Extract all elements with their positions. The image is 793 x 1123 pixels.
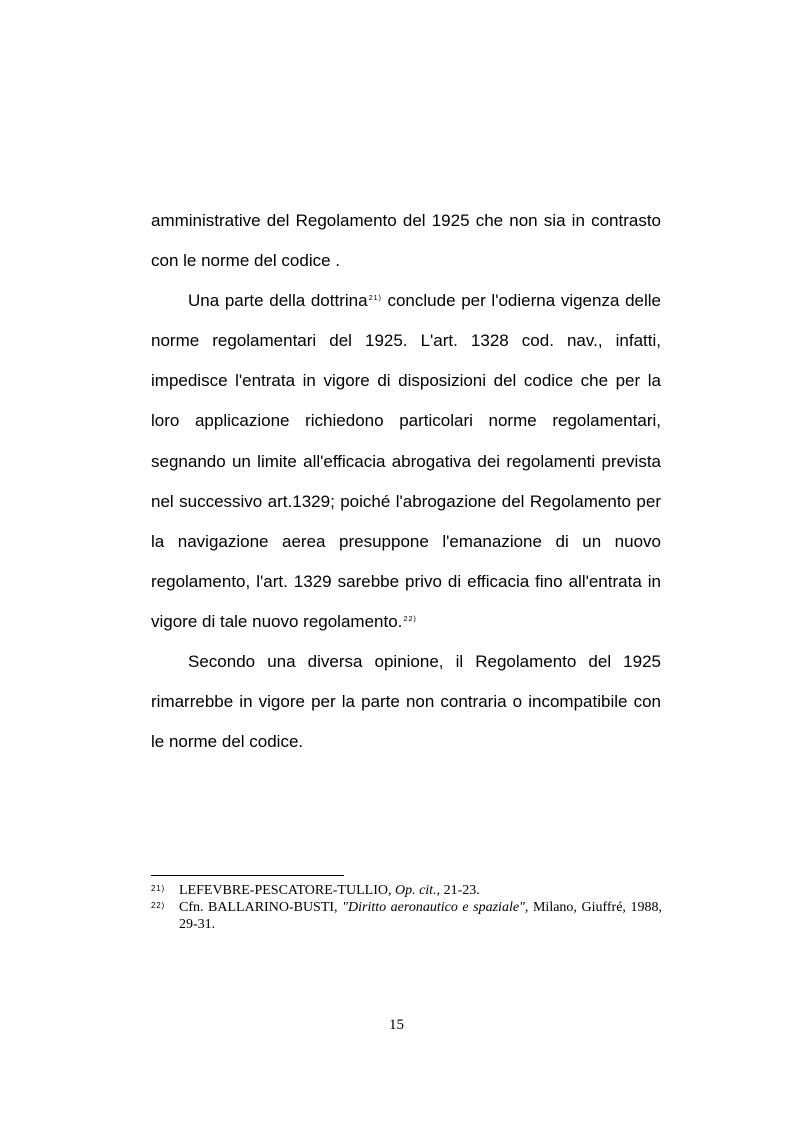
page-number: 15 (389, 1017, 404, 1033)
footnote-ref-22[interactable]: 22) (403, 613, 417, 623)
footnote-21 (151, 882, 662, 899)
footnotes (151, 882, 662, 933)
footnote-22 (151, 899, 662, 933)
body-text (151, 201, 661, 762)
paragraph-1-text: amministrative del Regolamento del 1925 che non sia in contrasto con le norme del codice . (151, 211, 661, 271)
footnote-work-title: "Diritto aeronautico e spaziale" (342, 900, 525, 915)
footnote-pages: , 21-23. (436, 883, 480, 898)
footnote-text (179, 882, 662, 899)
paragraph-3-text: Secondo una diversa opinione, il Regolamento del 1925 rimarrebbe in vigore per la parte non contraria o incompatibile con le norme del codice. (151, 652, 661, 752)
footnote-author: LEFEVBRE-PESCATORE-TULLIO, (179, 883, 395, 898)
footnote-publication: , Milano, Giuffré, 1988, 29-31. (179, 900, 662, 932)
footnote-ref-21[interactable]: 21) (368, 293, 382, 303)
paragraph-3 (151, 642, 661, 762)
paragraph-2-text-end: conclude per l'odierna vigenza delle norme regolamentari del 1925. L'art. 1328 cod. nav., infatti, impedisce l'entrata in vigore di disposizioni del codice che per la loro applicazione richiedono particolari norme regolamentari, segnando un limite all'efficacia abrogativa dei regolamenti prevista nel successivo art.1329; poiché l'abrogazione del Regolamento per la navigazione aerea presuppone l'emanazione di un nuovo regolamento, l'art. 1329 sarebbe privo di efficacia fino all'entrata in vigore di tale nuovo regolamento. (151, 291, 662, 631)
footnote-separator (151, 875, 344, 876)
paragraph-1 (151, 201, 661, 281)
paragraph-2-text-start: Una parte della dottrina (188, 291, 368, 311)
footnote-work-title: Op. cit. (394, 883, 437, 898)
footnote-number: 22) (151, 901, 165, 910)
footnote-author: Cfn. BALLARINO-BUSTI, (179, 900, 343, 915)
footnote-number: 21) (151, 884, 165, 893)
footnote-text (179, 899, 662, 933)
paragraph-2 (151, 281, 661, 642)
